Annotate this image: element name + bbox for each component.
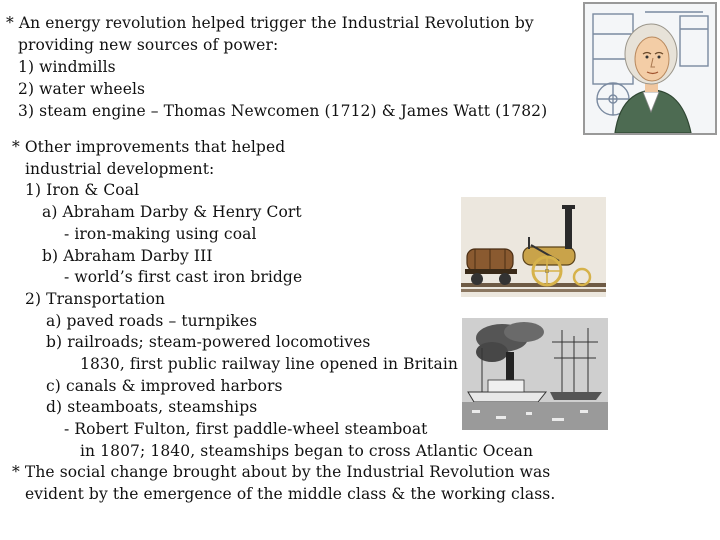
item-atlantic: in 1807; 1840, steamships began to cross Atlantic Ocean — [80, 442, 534, 460]
improvements-heading: * Other improvements that helped — [12, 138, 286, 156]
item-steamboats: d) steamboats, steamships — [46, 398, 258, 416]
social-change-heading: * The social change brought about by the Industrial Revolution was — [12, 463, 551, 481]
james-watt-portrait — [583, 2, 717, 135]
power-item-windmills: 1) windmills — [18, 58, 116, 76]
item-iron-coal: 1) Iron & Coal — [25, 181, 140, 199]
item-darby-cort: a) Abraham Darby & Henry Cort — [42, 203, 302, 221]
power-item-water-wheels: 2) water wheels — [18, 80, 146, 98]
locomotive-photo — [461, 197, 606, 297]
energy-revolution-heading: * An energy revolution helped trigger the Industrial Revolution by — [6, 14, 534, 32]
item-transportation: 2) Transportation — [25, 290, 166, 308]
item-fulton: - Robert Fulton, first paddle-wheel steamboat — [64, 420, 428, 438]
item-cast-iron-bridge: - world’s first cast iron bridge — [64, 268, 303, 286]
steamships-harbor-photo — [462, 318, 608, 430]
social-change-text: evident by the emergence of the middle class & the working class. — [25, 485, 556, 503]
item-paved-roads: a) paved roads – turnpikes — [46, 312, 258, 330]
locomotive-icon — [461, 197, 606, 297]
power-item-steam-engine: 3) steam engine – Thomas Newcomen (1712) & James Watt (1782) — [18, 102, 548, 120]
item-iron-making: - iron-making using coal — [64, 225, 257, 243]
harbor-icon — [462, 318, 608, 430]
item-first-railway: 1830, first public railway line opened in Britain — [80, 355, 458, 373]
portrait-icon — [585, 4, 715, 133]
energy-revolution-text: providing new sources of power: — [18, 36, 279, 54]
improvements-text: industrial development: — [25, 160, 215, 178]
item-railroads: b) railroads; steam-powered locomotives — [46, 333, 371, 351]
item-darby-iii: b) Abraham Darby III — [42, 247, 213, 265]
item-canals: c) canals & improved harbors — [46, 377, 283, 395]
